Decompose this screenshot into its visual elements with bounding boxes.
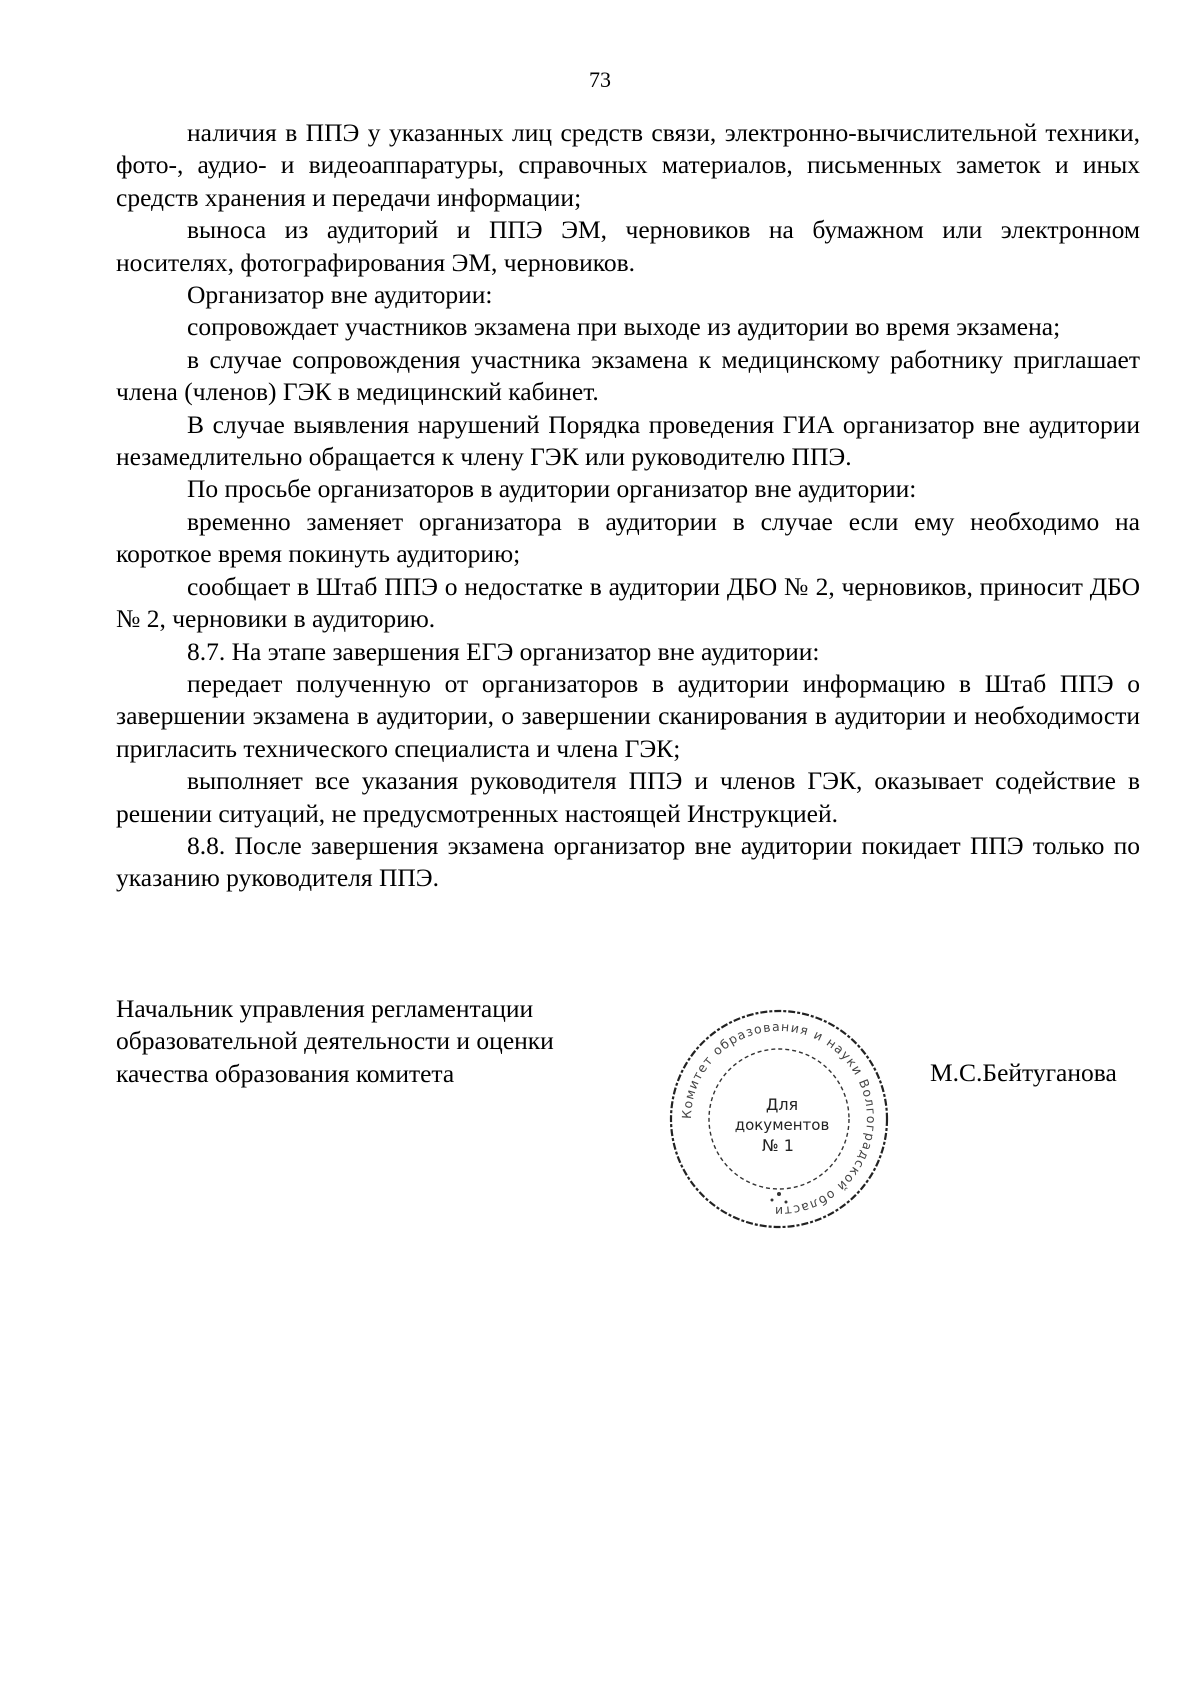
paragraph: выполняет все указания руководителя ППЭ и членов ГЭК, оказывает содействие в решении ситуаций, не предусмотренных настоящей Инструкцией. [116,766,1140,828]
paragraph: 8.8. После завершения экзамена организатор вне аудитории покидает ППЭ только по указанию руководителя ППЭ. [116,830,1140,893]
paragraph: Организатор вне аудитории: [187,280,493,310]
paragraph: По просьбе организаторов в аудитории организатор вне аудитории: [187,474,917,504]
paragraph: передает полученную от организаторов в аудитории информацию в Штаб ППЭ о завершении экзамена в аудитории, о завершении сканирования в аудитории и необходимости пригласить технического специалиста и члена ГЭК; [116,668,1140,763]
position-line: качества образования комитета [116,1058,455,1088]
stamp-center-line: № 1 [762,1136,794,1155]
stamp-center-line: Для [765,1095,799,1114]
paragraph: выноса из аудиторий и ППЭ ЭМ, черновиков на бумажном или электронном носителях, фотографирования ЭМ, черновиков. [116,215,1140,277]
document-body [116,117,1140,895]
paragraph: сообщает в Штаб ППЭ о недостатке в аудитории ДБО № 2, черновиков, приносит ДБО № 2, черновики в аудиторию. [116,571,1140,634]
paragraph: временно заменяет организатора в аудитории в случае если ему необходимо на короткое время покинуть аудиторию; [116,506,1140,569]
paragraph: 8.7. На этапе завершения ЕГЭ организатор вне аудитории: [187,636,820,666]
paragraph: В случае выявления нарушений Порядка проведения ГИА организатор вне аудитории незамедлительно обращается к члену ГЭК или руководителю ППЭ. [116,409,1140,472]
position-line: образовательной деятельности и оценки [116,1026,554,1056]
stamp-ring-text: Комитет образования и науки Волгоградской области [678,1018,880,1220]
position-line: Начальник управления регламентации [116,994,534,1023]
page-number: 73 [589,67,611,92]
paragraph: сопровождает участников экзамена при выходе из аудитории во время экзамена; [187,312,1061,342]
signatory-position [116,993,616,1090]
paragraph: в случае сопровождения участника экзамена к медицинскому работнику приглашает члена (членов) ГЭК в медицинский кабинет. [116,344,1140,407]
paragraph: наличия в ППЭ у указанных лиц средств связи, электронно-вычислительной техники, фото-, аудио- и видеоаппаратуры, справочных материалов, письменных заметок и иных средств хранения и передачи информации; [116,118,1140,212]
stamp-center-line: документов [734,1116,830,1134]
official-stamp [664,1004,894,1234]
signer-name: М.С.Бейтуганова [930,1058,1117,1087]
